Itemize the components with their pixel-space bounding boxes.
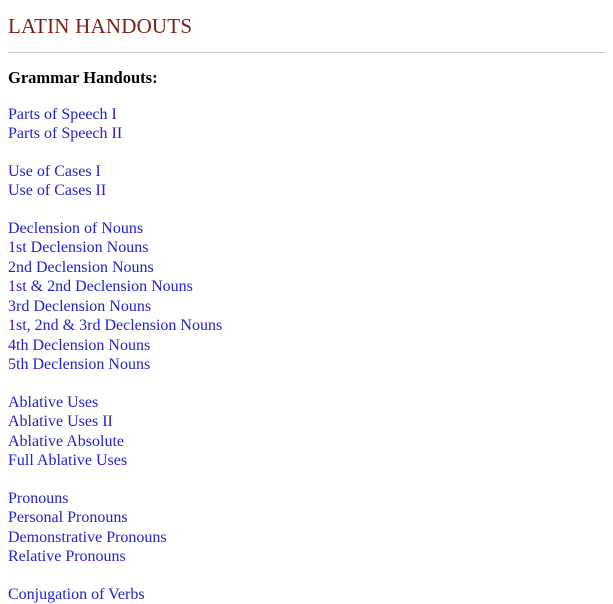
link-3rd-declension-nouns[interactable]: 3rd Declension Nouns	[8, 297, 152, 315]
title-divider	[8, 52, 605, 53]
link-group-verbs	[8, 585, 605, 604]
link-personal-pronouns[interactable]: Personal Pronouns	[8, 509, 128, 527]
link-group-parts-of-speech	[8, 105, 605, 144]
link-4th-declension-nouns[interactable]: 4th Declension Nouns	[8, 336, 151, 354]
link-use-of-cases-2[interactable]: Use of Cases II	[8, 182, 107, 200]
link-group-ablative	[8, 393, 605, 471]
link-full-ablative-uses[interactable]: Full Ablative Uses	[8, 452, 128, 470]
link-relative-pronouns[interactable]: Relative Pronouns	[8, 548, 126, 566]
page-title: LATIN HANDOUTS	[8, 14, 193, 38]
link-5th-declension-nouns[interactable]: 5th Declension Nouns	[8, 356, 151, 374]
link-group-declensions	[8, 219, 605, 375]
link-2nd-declension-nouns[interactable]: 2nd Declension Nouns	[8, 258, 154, 276]
link-ablative-absolute[interactable]: Ablative Absolute	[8, 432, 124, 450]
link-1st-declension-nouns[interactable]: 1st Declension Nouns	[8, 239, 149, 257]
link-1st-and-2nd-declension-nouns[interactable]: 1st & 2nd Declension Nouns	[8, 278, 193, 296]
link-use-of-cases-1[interactable]: Use of Cases I	[8, 162, 101, 180]
link-conjugation-of-verbs[interactable]: Conjugation of Verbs	[8, 585, 145, 603]
link-demonstrative-pronouns[interactable]: Demonstrative Pronouns	[8, 528, 167, 546]
link-1st-2nd-and-3rd-declension-nouns[interactable]: 1st, 2nd & 3rd Declension Nouns	[8, 317, 223, 335]
link-pronouns[interactable]: Pronouns	[8, 489, 69, 507]
section-heading-grammar-handouts: Grammar Handouts:	[8, 68, 158, 88]
link-group-use-of-cases	[8, 162, 605, 201]
link-ablative-uses-2[interactable]: Ablative Uses II	[8, 413, 113, 431]
link-ablative-uses[interactable]: Ablative Uses	[8, 393, 99, 411]
link-group-pronouns	[8, 489, 605, 567]
link-parts-of-speech-1[interactable]: Parts of Speech I	[8, 105, 117, 123]
heading-spacer	[8, 95, 605, 105]
link-declension-of-nouns[interactable]: Declension of Nouns	[8, 219, 144, 237]
link-parts-of-speech-2[interactable]: Parts of Speech II	[8, 125, 123, 143]
